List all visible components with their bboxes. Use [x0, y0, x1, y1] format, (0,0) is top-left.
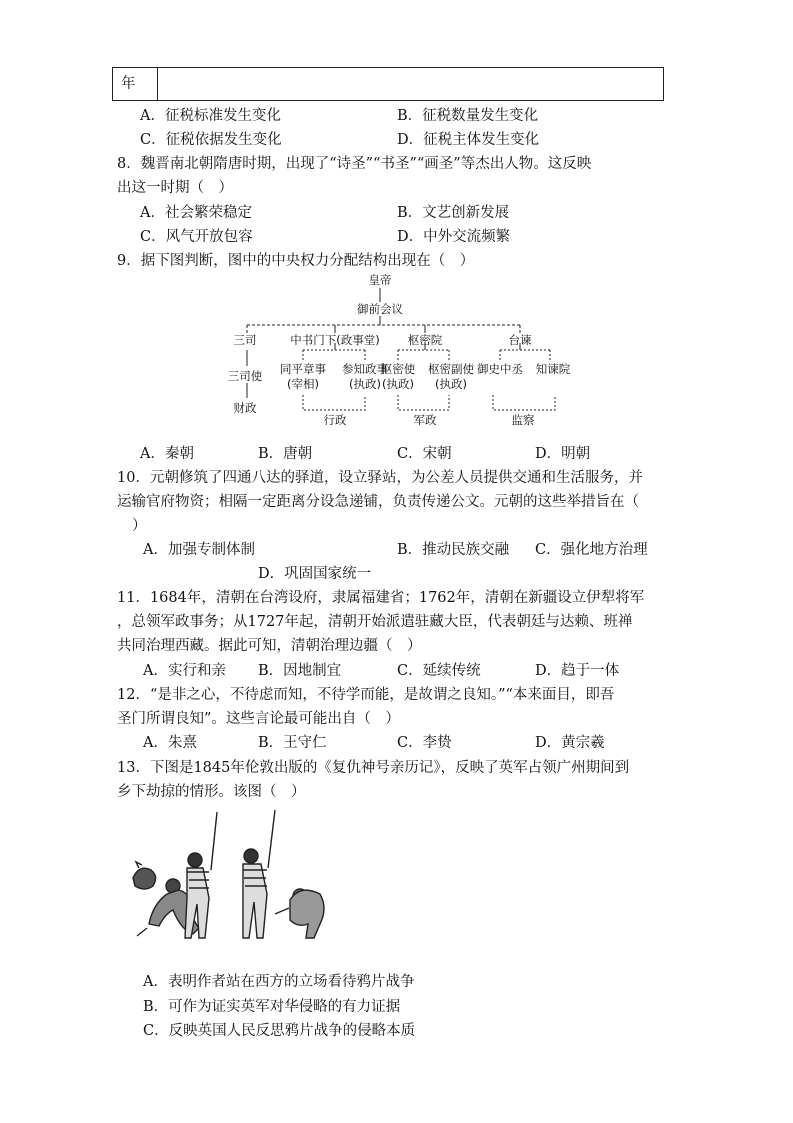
- historical-engraving-image: [125, 810, 335, 960]
- q10-stem-line3: ）: [132, 518, 147, 534]
- node-shumiyuan: 枢密院: [407, 333, 443, 347]
- node-shumifu-note: (执政): [435, 377, 467, 391]
- q12-option-a[interactable]: A．朱熹: [143, 735, 197, 751]
- q11-option-a[interactable]: A．实行和亲: [143, 663, 226, 679]
- node-canzhi: 参知政事: [342, 362, 388, 376]
- q13-option-c[interactable]: C．反映英国人民反思鸦片战争的侵略本质: [143, 1023, 416, 1039]
- node-yushi: 御史中丞: [477, 362, 523, 376]
- table-label-cell: 年: [113, 68, 158, 100]
- q12-option-d[interactable]: D．黄宗羲: [535, 735, 605, 751]
- q9-option-b[interactable]: B．唐朝: [258, 446, 313, 462]
- q12-stem-line2: 圣门所谓良知”。这些言论最可能出自（ ）: [117, 711, 400, 727]
- node-tongping: 同平章事: [280, 362, 326, 376]
- node-emperor: 皇帝: [368, 273, 392, 287]
- q13-stem-line1: 13．下图是1845年伦敦出版的《复仇神号亲历记》，反映了英军占领广州期间到: [117, 760, 630, 776]
- node-canzhi-note: (执政): [349, 377, 381, 391]
- q7-option-c[interactable]: C．征税依据发生变化: [140, 132, 282, 148]
- q8-option-d[interactable]: D．中外交流频繁: [397, 229, 511, 245]
- q8-option-c[interactable]: C．风气开放包容: [140, 229, 253, 245]
- q10-option-c[interactable]: C．强化地方治理: [535, 542, 648, 558]
- q11-stem-line1: 11．1684年，清朝在台湾设府，隶属福建省；1762年，清朝在新疆设立伊犁将军: [117, 590, 645, 606]
- q10-option-d[interactable]: D．巩固国家统一: [258, 566, 372, 582]
- data-table: [112, 67, 664, 101]
- q8-stem-line1: 8．魏晋南北朝隋唐时期，出现了“诗圣”“书圣”“画圣”等杰出人物。这反映: [117, 156, 592, 172]
- q10-stem-line2: 运输官府物资；相隔一定距离分设急递铺，负责传递公文。元朝的这些举措旨在（: [117, 494, 639, 510]
- q10-option-b[interactable]: B．推动民族交融: [397, 542, 510, 558]
- q9-option-c[interactable]: C．宋朝: [397, 446, 452, 462]
- q7-option-a[interactable]: A．征税标准发生变化: [140, 108, 281, 124]
- node-sansishi: 三司使: [227, 369, 263, 383]
- q10-option-a[interactable]: A．加强专制体制: [143, 542, 255, 558]
- q7-option-d[interactable]: D．征税主体发生变化: [397, 132, 540, 148]
- q11-option-d[interactable]: D．趋于一体: [535, 663, 620, 679]
- node-jiancha: 监察: [511, 413, 535, 427]
- node-council: 御前会议: [357, 302, 403, 316]
- q12-stem-line1: 12．“是非之心，不待虑而知，不待学而能，是故谓之良知。”“本来面目，即吾: [117, 687, 615, 703]
- q7-option-b[interactable]: B．征税数量发生变化: [397, 108, 539, 124]
- q11-stem-line2: ，总领军政事务；从1727年起，清朝开始派遣驻藏大臣，代表朝廷与达赖、班禅: [117, 614, 633, 630]
- node-caizheng: 财政: [233, 401, 257, 415]
- node-junzheng: 军政: [413, 413, 437, 427]
- q13-option-a[interactable]: A．表明作者站在西方的立场看待鸦片战争: [143, 974, 415, 990]
- q12-option-b[interactable]: B．王守仁: [258, 735, 327, 751]
- node-sansi: 三司: [233, 333, 257, 347]
- q11-option-c[interactable]: C．延续传统: [397, 663, 481, 679]
- node-shumishi-note: (执政): [382, 377, 414, 391]
- q11-stem-line3: 共同治理西藏。据此可知，清朝治理边疆（ ）: [117, 638, 422, 654]
- node-zhongshu: 中书门下(政事堂): [290, 333, 380, 347]
- q9-option-d[interactable]: D．明朝: [535, 446, 591, 462]
- q8-option-b[interactable]: B．文艺创新发展: [397, 205, 510, 221]
- q13-option-b[interactable]: B．可作为证实英军对华侵略的有力证据: [143, 999, 401, 1015]
- node-shumishi: 枢密使: [380, 362, 416, 376]
- q13-stem-line2: 乡下劫掠的情形。该图（ ）: [117, 784, 306, 800]
- q9-option-a[interactable]: A．秦朝: [140, 446, 194, 462]
- node-taijian: 台谏: [508, 333, 532, 347]
- q12-option-c[interactable]: C．李贽: [397, 735, 452, 751]
- node-shumifu: 枢密副使: [428, 362, 474, 376]
- q10-stem-line1: 10．元朝修筑了四通八达的驿道，设立驿站，为公差人员提供交通和生活服务，并: [117, 470, 643, 486]
- q8-option-a[interactable]: A．社会繁荣稳定: [140, 205, 252, 221]
- node-tongping-note: (宰相): [287, 377, 319, 391]
- node-xingzheng: 行政: [323, 413, 347, 427]
- power-structure-diagram: [225, 270, 585, 435]
- q9-stem: 9．据下图判断，图中的中央权力分配结构出现在（ ）: [117, 253, 475, 269]
- node-zhijian: 知谏院: [535, 362, 571, 376]
- q8-stem-line2: 出这一时期（ ）: [117, 180, 233, 196]
- q11-option-b[interactable]: B．因地制宜: [258, 663, 342, 679]
